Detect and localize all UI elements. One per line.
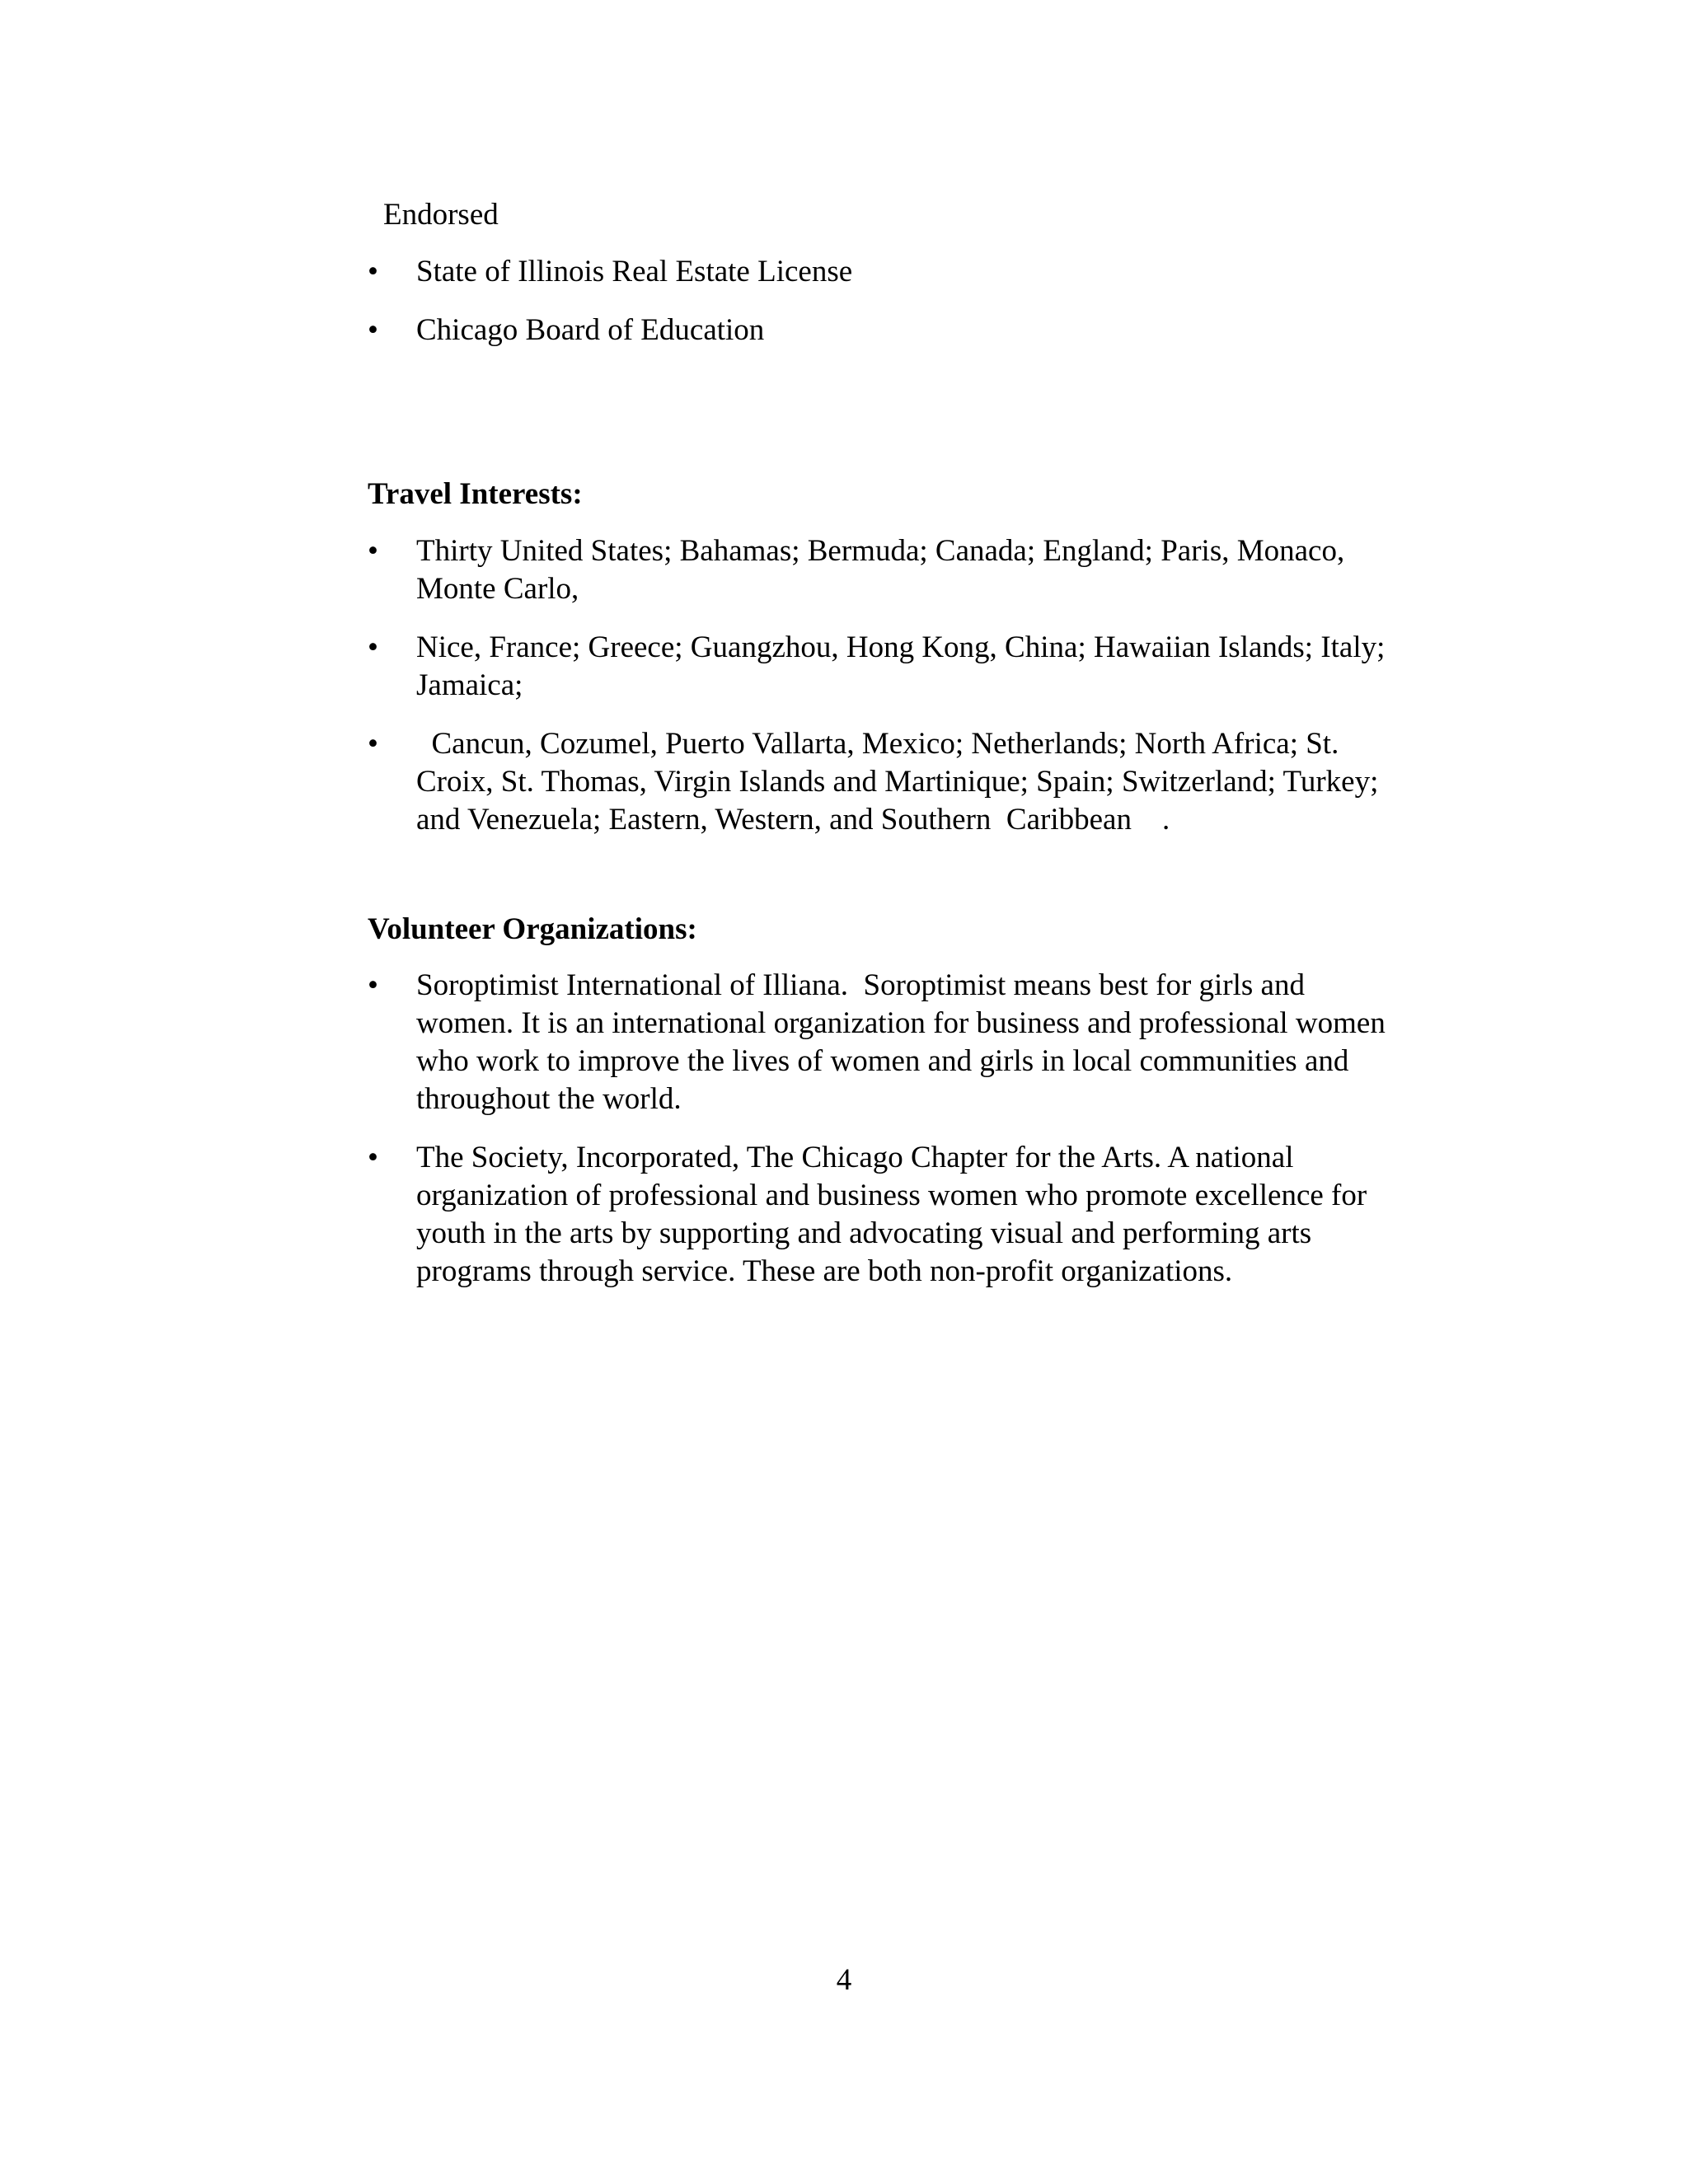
travel-interests-heading: Travel Interests:: [368, 477, 583, 511]
credential-text: Chicago Board of Education: [416, 313, 765, 347]
volunteer-text: Soroptimist International of Illiana. Soroptimist means best for girls and women. It is an international organization for business and professional women who work to improve the lives of women and girls in local communities and throughout the world.: [416, 968, 1386, 1116]
credential-text: State of Illinois Real Estate License: [416, 255, 853, 288]
bullet-dot: •: [368, 630, 378, 664]
travel-text: Nice, France; Greece; Guangzhou, Hong Kong, China; Hawaiian Islands; Italy; Jamaica;: [416, 630, 1386, 702]
travel-text: Thirty United States; Bahamas; Bermuda; Canada; England; Paris, Monaco, Monte Carlo,: [416, 534, 1345, 606]
page-number: 4: [836, 1963, 852, 1997]
bullet-dot: •: [368, 727, 378, 761]
bullet-dot: •: [368, 313, 378, 347]
bullet-dot: •: [368, 1141, 378, 1174]
volunteer-organizations-heading: Volunteer Organizations:: [368, 912, 697, 946]
volunteer-text: The Society, Incorporated, The Chicago Chapter for the Arts. A national organization of professional and business women who promote excellence for youth in the arts by supporting and advocating visual and performing arts programs through service. These are both non-profit organizations.: [416, 1141, 1367, 1288]
bullet-dot: •: [368, 968, 378, 1002]
bullet-dot: •: [368, 255, 378, 288]
travel-text: Cancun, Cozumel, Puerto Vallarta, Mexico; Netherlands; North Africa; St. Croix, St. Thomas, Virgin Islands and Martinique; Spain; Switzerland; Turkey; and Venezuela; Eastern, Western, and Southern Caribbean .: [416, 727, 1379, 837]
endorsed-line: Endorsed: [383, 198, 499, 232]
bullet-dot: •: [368, 534, 378, 568]
